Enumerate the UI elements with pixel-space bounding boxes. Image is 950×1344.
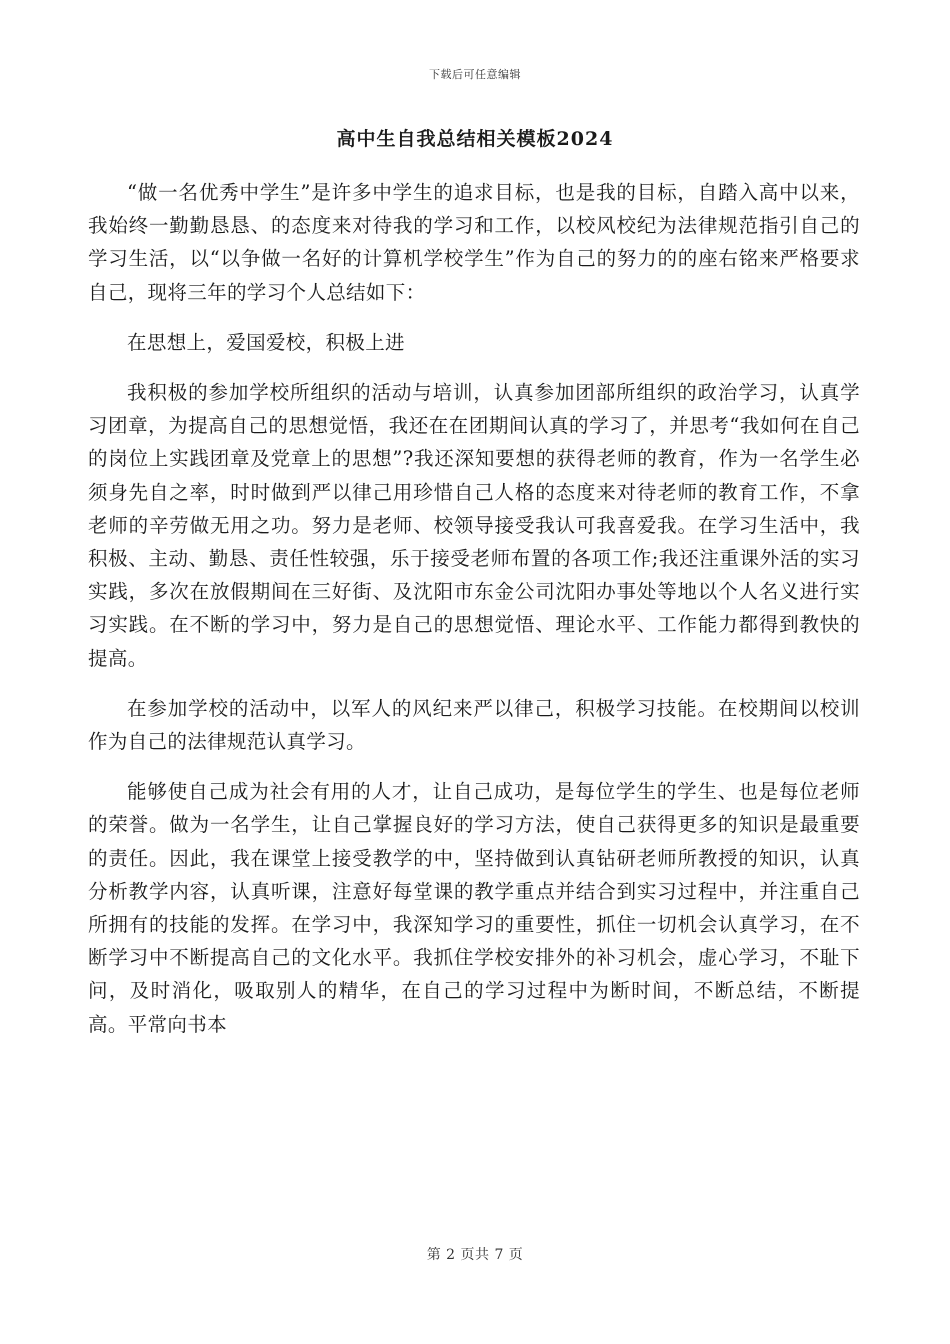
paragraph-activities: 我积极的参加学校所组织的活动与培训，认真参加团部所组织的政治学习，认真学习团章，为提高自己的思想觉悟，我还在在团期间认真的学习了，并思考“我如何在自己的岗位上实践团章及党章上的思想”?我还深知要想的获得老师的教育，作为一名学生必须身先自之率，时时做到严以律己用珍惜自己人格的态度来对待老师的教育工作，不拿老师的辛劳做无用之功。努力是老师、校领导接受我认可我喜爱我。在学习生活中，我积极、主动、勤恳、责任性较强，乐于接受老师布置的各项工作;我还注重课外活的实习实践，多次在放假期间在三好街、及沈阳市东金公司沈阳办事处等地以个人名义进行实习实践。在不断的学习中，努力是自己的思想觉悟、理论水平、工作能力都得到教快的提高。 (88, 381, 860, 670)
paragraph-section-heading: 在思想上，爱国爱校，积极上进 (127, 330, 405, 354)
page-footer: 第 2 页共 7 页 (426, 1247, 524, 1263)
header-note: 下载后可任意编辑 (429, 68, 521, 81)
paragraph-intro: “做一名优秀中学生”是许多中学生的追求目标，也是我的目标，自踏入高中以来，我始终一勤勤恳恳、的态度来对待我的学习和工作，以校风校纪为法律规范指引自己的学习生活，以“以争做一名好的计算机学校学生”作为自己的努力的的座右铭来严格要求自己，现将三年的学习个人总结如下： (88, 181, 860, 304)
document-title: 高中生自我总结相关模板2024 (336, 128, 614, 150)
document-body (88, 176, 860, 1058)
paragraph-discipline: 在参加学校的活动中，以军人的风纪来严以律己，积极学习技能。在校期间以校训作为自己的法律规范认真学习。 (88, 696, 860, 754)
paragraph-study: 能够使自己成为社会有用的人才，让自己成功，是每位学生的学生、也是每位老师的荣誉。做为一名学生，让自己掌握良好的学习方法，使自己获得更多的知识是最重要的责任。因此，我在课堂上接受教学的中，坚持做到认真钻研老师所教授的知识，认真分析教学内容，认真听课，注意好每堂课的教学重点并结合到实习过程中，并注重自己所拥有的技能的发挥。在学习中，我深知学习的重要性，抓住一切机会认真学习，在不断学习中不断提高自己的文化水平。我抓住学校安排外的补习机会，虚心学习，不耻下问，及时消化，吸取别人的精华，在自己的学习过程中为断时间，不断总结，不断提高。平常向书本 (88, 780, 860, 1036)
